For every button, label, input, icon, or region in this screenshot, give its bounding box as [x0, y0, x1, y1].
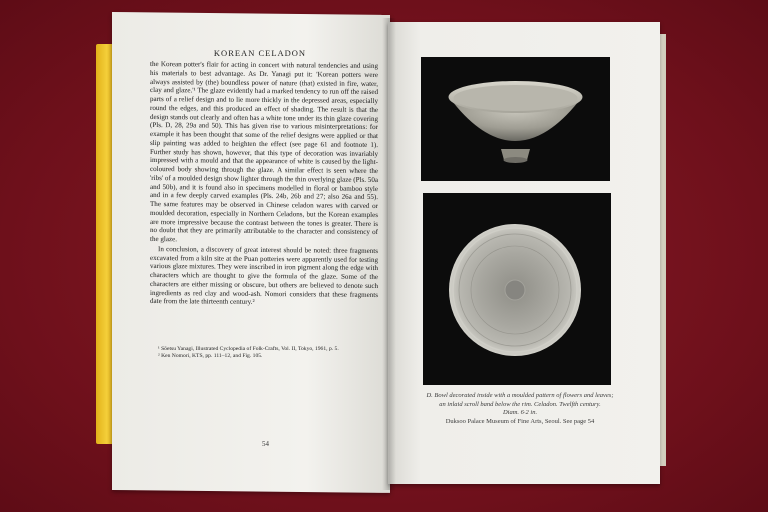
bowl-top-illustration — [423, 193, 611, 385]
footnote-2: ² Ken Nomori, KTS, pp. 111–12, and Fig. 105. — [158, 352, 263, 359]
plate-caption — [398, 392, 642, 426]
running-head: KOREAN CELADON — [213, 48, 307, 58]
book-gutter — [382, 18, 396, 490]
caption-line-2: an inlaid scroll band below the rim. Celadon. Twelfth century. — [439, 400, 601, 408]
caption-line-3: Diam. 6·2 in. — [502, 409, 538, 417]
caption-line-4: Duksoo Palace Museum of Fine Arts, Seoul. See page 54 — [445, 417, 595, 425]
paragraph-2: In conclusion, a discovery of great interest should be noted: three fragments excavated from a kiln site at the Puan potteries were apparently used for testing various glaze mixtures. They were inscribed in iron pigment along the edge with characters which are thought to give the formula of the glaze. Some of the characters are either missing or obscure, but others are believed to denote such ingredients as red clay and wood-ash. Nomori considers that these fragments date from the late thirteenth century.² — [150, 244, 378, 307]
footnotes — [158, 346, 383, 359]
paragraph-1: the Korean potter's flair for acting in concert with natural tendencies and using his materials to best advantage. As Dr. Yanagi put it: 'Korean potters were always assisted by (the) boundless power of nature (that) existed in fire, water, clay and glaze.'¹ The glaze evidently had a marked tendency to run off the raised parts of a relief design and to lie more thickly in the depressed areas, especially round the edges, and this produced an effect of shading. The result is that the design stands out clearly and often has a white tone under its thin glaze covering (Pls. D, 28, 29a and 50). This has given rise to various misinterpretations: for example it has been thought that some of the relief designs were applied or that slip painting was added to heighten the effect (see page 61 and footnote 1). Further study has shown, however, that this type of decoration was invariably impressed with a mould and that the appearance of white is caused by the light-coloured body showing through the glaze. A similar effect is seen where the 'ribs' of a moulded design show lighter through the thin overlying glaze (Pls. 50a and 50b), and it is found also in specimens modelled in floral or bamboo style and in a few deeply carved examples (Pls. 24b, 26b and 27; also 26a and 55). The same features may be observed in Chinese celadon wares with carved or moulded decoration, especially in Northern Celadons, but the Korean examples are more impressive because the contrast between the tones is greater. There is no doubt that they are primarily attributable to the character and consistency of the glaze. — [150, 60, 378, 244]
footnote-1: ¹ Sōetsu Yanagi, Illustrated Cyclopedia of Folk-Crafts, Vol. II, Tokyo, 1961, p. 5. — [158, 346, 339, 352]
page-number: 54 — [262, 440, 269, 448]
body-text — [150, 60, 378, 308]
bowl-side-photo — [421, 57, 610, 181]
bowl-side-illustration — [421, 57, 610, 181]
caption-line-1: D. Bowl decorated inside with a moulded pattern of flowers and leaves; — [426, 392, 614, 399]
bowl-top-photo — [423, 193, 611, 385]
